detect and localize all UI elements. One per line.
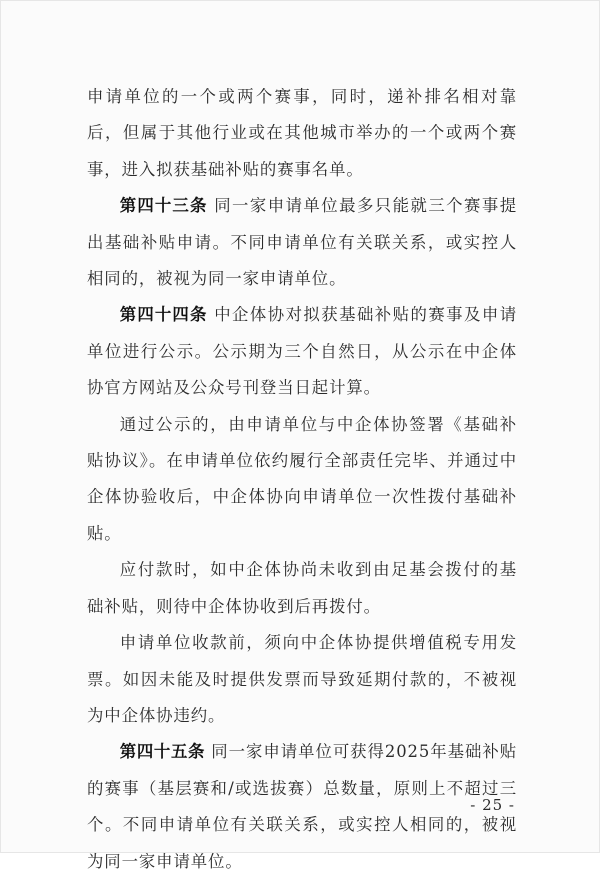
paragraph-text: 中企体协对拟获基础补贴的赛事及申请单位进行公示。公示期为三个自然日，从公示在中企体协官方网站及公众号刊登当日起计算。 <box>87 305 517 398</box>
paragraph-payment <box>87 552 517 625</box>
paragraph-text: 同一家申请单位可获得2025年基础补贴的赛事（基层赛和/或选拔赛）总数量，原则上不超过三个。不同申请单位有关联关系，或实控人相同的，被视为同一家申请单位。 <box>87 742 518 871</box>
page-number: - 25 - <box>470 796 515 814</box>
paragraph-text: 应付款时，如中企体协尚未收到由足基会拨付的基础补贴，则待中企体协收到后再拨付。 <box>87 560 517 616</box>
article-heading: 第四十三条 <box>119 196 208 216</box>
article-heading: 第四十五条 <box>119 742 206 762</box>
paragraph-text: 通过公示的，由申请单位与中企体协签署《基础补贴协议》。在申请单位依约履行全部责任完毕、并通过中企体协验收后，中企体协向申请单位一次性拨付基础补贴。 <box>87 414 517 543</box>
article-43 <box>87 188 517 297</box>
article-45 <box>87 734 517 880</box>
document-body <box>87 79 517 880</box>
paragraph-continuation <box>87 79 517 188</box>
article-heading: 第四十四条 <box>119 305 208 325</box>
paragraph-text: 申请单位的一个或两个赛事，同时，递补排名相对靠后，但属于其他行业或在其他城市举办的一个或两个赛事，进入拟获基础补贴的赛事名单。 <box>87 87 517 179</box>
paragraph-text: 同一家申请单位最多只能就三个赛事提出基础补贴申请。不同申请单位有关联关系，或实控人相同的，被视为同一家申请单位。 <box>87 196 517 289</box>
article-44 <box>87 297 517 406</box>
paragraph-invoice <box>87 625 517 734</box>
paragraph-text: 申请单位收款前，须向中企体协提供增值税专用发票。如因未能及时提供发票而导致延期付款的，不被视为中企体协违约。 <box>87 633 517 725</box>
paragraph-agreement <box>87 407 517 553</box>
